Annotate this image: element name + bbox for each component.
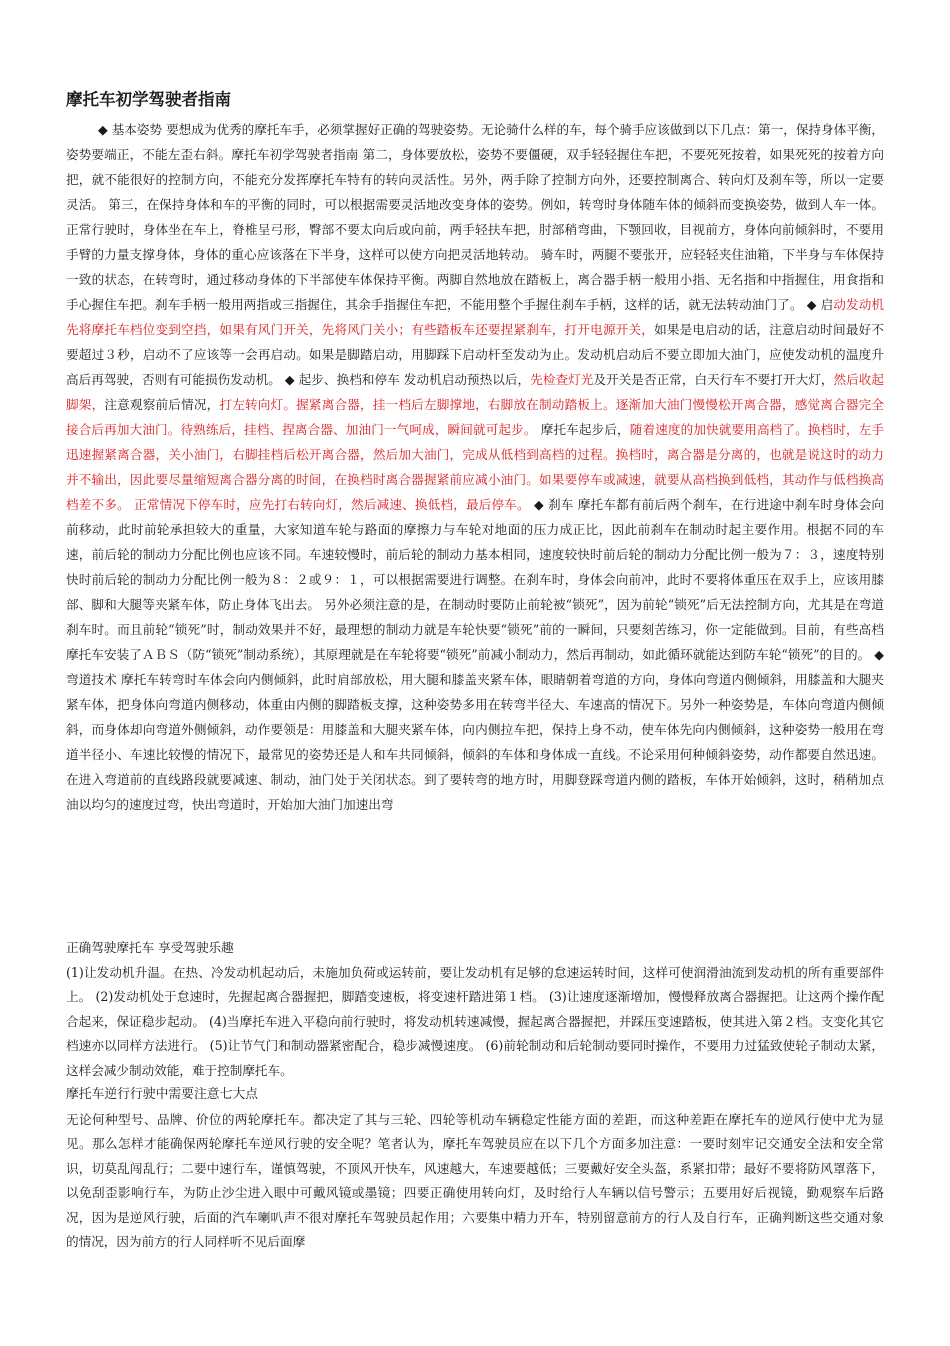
text-run: 摩托车起步后，	[536, 422, 630, 437]
text-run-red: 然后收起脚架，	[66, 372, 885, 412]
text-run-red: 打左转向灯。握紧离合器，挂一档后左脚撑地，右脚放在制动踏板上。逐渐加大油门慢慢松开离合器，感觉离合器完全接合后再加大油门。待熟练后，挂档、捏离合器、加油门一气呵成，瞬间就可起步。	[66, 397, 885, 437]
text-run: ◆ 基本姿势 要想成为优秀的摩托车手，必须掌握好正确的驾驶姿势。无论骑什么样的车，每个骑手应该做到以下几点：第一，保持身体平衡，姿势要端正，不能左歪右斜。摩托车初学驾驶者指南 第二，身体要放松，姿势不要僵硬，双手轻轻握住车把，不要死死按着，如果死死的按着方向把，就不能很好的控制方向，不能充分发挥摩托车特有的转向灵活性。另外，两手除了控制方向外，还要控制离合、转向灯及刹车等，所以一定要灵活。 第三，在保持身体和车的平衡的同时，可以根据需要灵活地改变身体的姿势。例如，转弯时身体随车体的倾斜而变换姿势，做到人车一体。 正常行驶时，身体坐在车上，脊椎呈弓形，臀部不要太向后或向前，两手轻扶车把，肘部稍弯曲，下颚回收，目视前方，身体向前倾斜时，不要用手臂的力量支撑身体，身体的重心应该落在下半身，这样可以使方向把灵活地转动。 骑车时，两腿不要张开，应轻轻夹住油箱，下半身与车体保持一致的状态，在转弯时，通过移动身体的下半部使车体保持平衡。两脚自然地放在踏板上，离合器手柄一般用小指、无名指和中指握住，用食指和手心握住车把。刹车手柄一般用两指或三指握住，其余手指握住车把，不能用整个手握住刹车手柄，这样的话，就无法转动油门了。 ◆ 启	[66, 122, 884, 312]
main-body-text	[66, 117, 884, 817]
section-paragraph: (1)让发动机升温。在热、冷发动机起动后，未施加负荷或运转前，要让发动机有足够的怠速运转时间，这样可使润滑油流到发动机的所有重要部件上。 (2)发动机处于怠速时，先握起离合器握把，脚踏变速板，将变速杆踏进第１档。 (3)让速度逐渐增加，慢慢释放离合器握把。让这两个操作配合起来，保证稳步起动。 (4)当摩托车进入平稳向前行驶时，将发动机转速减慢，握起离合器握把，并踩压变速踏板，使其进入第２档。支变化其它档速亦以同样方法进行。 (5)让节气门和制动器紧密配合，稳步减慢速度。 (6)前轮制动和后轮制动要同时操作，不要用力过猛致使轮子制动太紧，这样会减少制动效能，难于控制摩托车。	[66, 964, 884, 1078]
section-heading: 正确驾驶摩托车 享受驾驶乐趣	[66, 940, 234, 955]
text-run: 注意观察前后情况，	[104, 397, 220, 412]
text-run-red: 随着速度的加快就要用高档了。换档时，左手迅速握紧离合器，关小油门，右脚挂档后松开离合器，然后加大油门，完成从低档到高档的过程。换档时，离合器是分离的，也就是说这时的动力并不输出，因此要尽量缩短离合器分离的时间，在换档时离合器握紧前应减小油门。如果要停车或减速，就要从高档换到低档，其动作与低档换高档差不多。 正常情况下停车时，应先打右转向灯，然后减速、换低档，最后停车。	[66, 422, 885, 512]
text-run: ◆ 刹车 摩托车都有前后两个刹车，在行进途中刹车时身体会向前移动，此时前轮承担较大的重量，大家知道车轮与路面的摩擦力与车轮对地面的压力成正比，因此前刹车在制动时起主要作用。根据不同的车速，前后轮的制动力分配比例也应该不同。车速较慢时，前后轮的制动力基本相同，速度较快时前后轮的制动力分配比例一般为７：３，速度特别快时前后轮的制动力分配比例一般为８：２或９：１，可以根据需要进行调整。在刹车时，身体会向前冲，此时不要将体重压在双手上，应该用膝部、脚和大腿等夹紧车体，防止身体飞出去。 另外必须注意的是，在制动时要防止前轮被“锁死”，因为前轮“锁死”后无法控制方向，尤其是在弯道刹车时。而且前轮“锁死”时，制动效果并不好，最理想的制动力就是车轮快要“锁死”前的一瞬间，只要刻苦练习，你一定能做到。目前，有些高档摩托车安装了ＡＢＳ（防“锁死”制动系统），其原理就是在车轮将要“锁死”前减小制动力，然后再制动，如此循环就能达到防车轮“锁死”的目的。 ◆ 弯道技术 摩托车转弯时车体会向内侧倾斜，此时肩部放松，用大腿和膝盖夹紧车体，眼睛朝着弯道的方向，身体向弯道内侧倾斜，用膝盖和大腿夹紧车体，把身体向弯道内侧移动，体重由内侧的脚踏板支撑，这种姿势多用在转弯半径大、车速高的情况下。另外一种姿势是，车体向弯道内侧倾斜，而身体却向弯道外侧倾斜，动作要领是：用膝盖和大腿夹紧车体，向内侧拉车把，保持上身不动，使车体先向内侧倾斜，这种姿势一般用在弯道半径小、车速比较慢的情况下，最常见的姿势还是人和车共同倾斜，倾斜的车体和身体成一直线。不论采用何种倾斜姿势，动作都要自然迅速。 在进入弯道前的直线路段就要减速、制动，油门处于关闭状态。到了要转弯的地方时，用脚登踩弯道内侧的踏板，车体开始倾斜，这时，稍稍加点油以均匀的速度过弯，快出弯道时，开始加大油门加速出弯	[66, 497, 884, 812]
section-two	[66, 936, 884, 1255]
section-subheading: 摩托车逆行行驶中需要注意七大点	[66, 1087, 258, 1102]
text-run: 如果是电启动的话，注意启动时间最好不要超过３秒，启动不了应该等一会再启动。如果是脚踏启动，用脚踩下启动杆至发动为止。发动机启动后不要立即加大油门，应使发动机的温度升高后再驾驶，否则有可能损伤发动机。 ◆ 起步、换档和停车 发动机启动预热以后，	[66, 322, 885, 387]
section-paragraph-2: 无论何种型号、品牌、价位的两轮摩托车。都决定了其与三轮、四轮等机动车辆稳定性能方面的差距，而这种差距在摩托车的逆风行使中尤为显见。那么怎样才能确保两轮摩托车逆风行驶的安全呢？笔者认为，摩托车驾驶员应在以下几个方面多加注意：一要时刻牢记交通安全法和安全常识，切莫乱闯乱行；二要中速行车，谨慎驾驶，不顶风开快车，风速越大，车速要越低；三要戴好安全头盔，系紧扣带；最好不要将防风罩落下，以免刮歪影响行车，为防止沙尘进入眼中可戴风镜或墨镜；四要正确使用转向灯，及时给行人车辆以信号警示；五要用好后视镜，勤观察车后路况，因为是逆风行驶，后面的汽车喇叭声不很对摩托车驾驶员起作用；六要集中精力开车，特别留意前方的行人及自行车，正确判断这些交通对象的情况，因为前方的行人同样听不见后面摩	[66, 1111, 884, 1249]
text-run-red: 先检查灯光	[530, 372, 594, 387]
text-run-red: 动发动机 先将摩托车档位变到空挡，如果有风门开关，先将风门关小；有些踏板车还要捏紧刹车，打开电源开关，	[66, 297, 884, 337]
page-title: 摩托车初学驾驶者指南	[66, 90, 231, 109]
text-run: 及开关是否正常，白天行车不要打开大灯，	[593, 372, 834, 387]
